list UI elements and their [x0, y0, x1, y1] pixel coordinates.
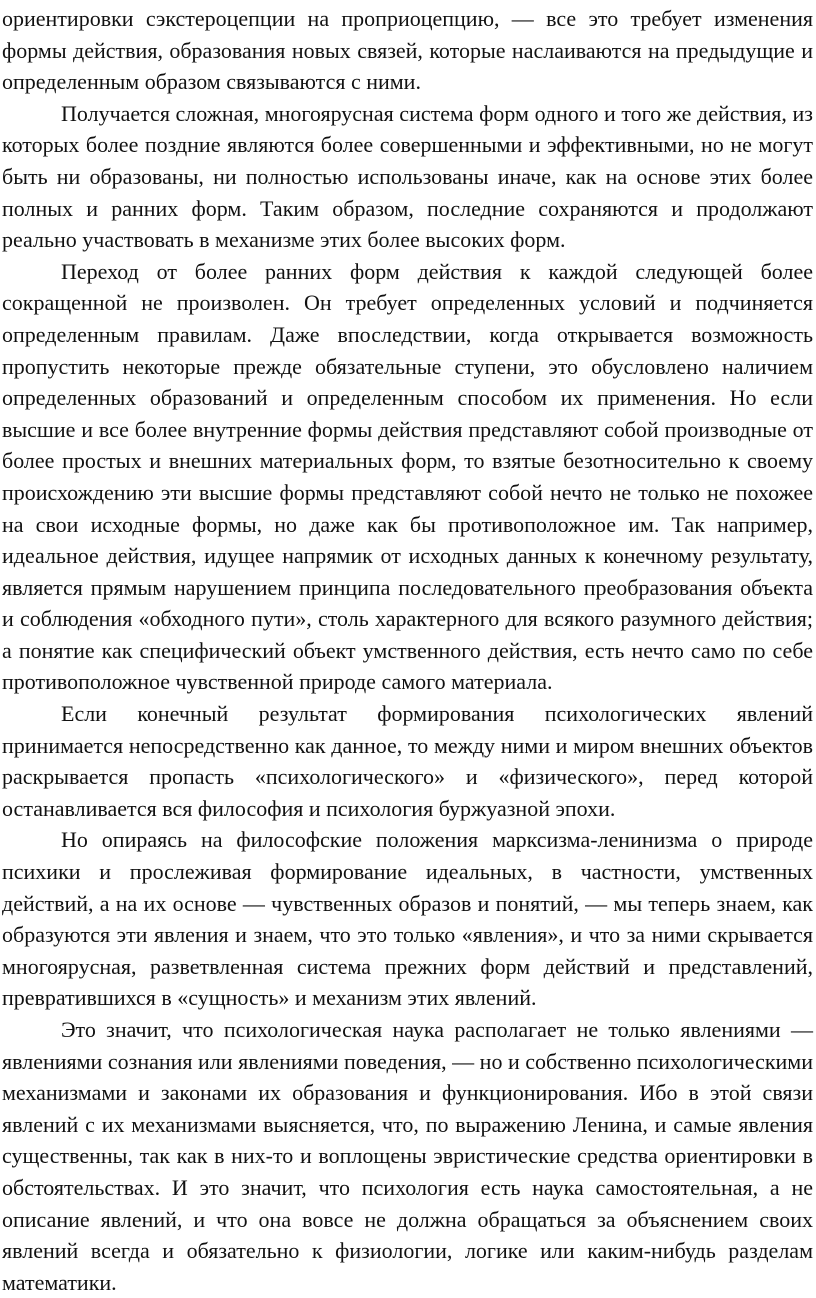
- body-text: [2, 3, 813, 1298]
- paragraph: Это значит, что психологическая наука располагает не только явлениями — явлениями сознания или явлениями поведения, — но и собственно психологическими механизмами и законами их образования и функционирования. Ибо в этой связи явлений с их механизмами выясняется, что, по выражению Ленина, и самые явления существенны, так как в них-то и воплощены эвристические средства ориентировки в обстоятельствах. И это значит, что психология есть наука самостоятельная, а не описание явлений, и что она вовсе не должна обращаться за объяснением своих явлений всегда и обязательно к физиологии, логике или каким-нибудь разделам математики.: [2, 1017, 813, 1295]
- paragraph: Переход от более ранних форм действия к каждой следующей более сокращенной не произволен. Он требует определенных условий и подчиняется определенным правилам. Даже впоследствии, когда открывается возможность пропустить некоторые прежде обязательные ступени, это обусловлено наличием определенных образований и определенным способом их применения. Но если высшие и все более внутренние формы действия представляют собой производные от более простых и внешних материальных форм, то взятые безотносительно к своему происхождению эти высшие формы представляют собой нечто не только не похожее на свои исходные формы, но даже как бы противоположное им. Так например, идеальное действия, идущее напрямик от исходных данных к конечному результату, является прямым нарушением принципа последовательного преобразования объекта и соблюдения «обходного пути», столь характерного для всякого разумного действия; а понятие как специфический объект умственного действия, есть нечто само по себе противоположное чувственной природе самого материала.: [2, 258, 813, 695]
- paragraph: Если конечный результат формирования психологических явлений принимается непосредственно как данное, то между ними и миром внешних объектов раскрывается пропасть «психологического» и «физического», перед которой останавливается вся философия и психология буржуазной эпохи.: [2, 701, 813, 821]
- paragraph: Но опираясь на философские положения марксизма-ленинизма о природе психики и прослеживая формирование идеальных, в частности, умственных действий, а на их основе — чувственных образов и понятий, — мы теперь знаем, как образуются эти явления и знаем, что это только «явления», и что за ними скрывается многоярусная, разветвленная система прежних форм действий и представлений, превратившихся в «сущность» и механизм этих явлений.: [2, 827, 813, 1011]
- paragraph: Получается сложная, многоярусная система форм одного и того же действия, из которых более поздние являются более совершенными и эффективными, но не могут быть ни образованы, ни полностью использованы иначе, как на основе этих более полных и ранних форм. Таким образом, последние сохраняются и продолжают реально участвовать в механизме этих более высоких форм.: [2, 100, 813, 253]
- paragraph-continuation: ориентировки сэкстероцепции на проприоцепцию, — все это требует изменения формы действия, образования новых связей, которые наслаиваются на предыдущие и определенным образом связываются с ними.: [2, 6, 813, 95]
